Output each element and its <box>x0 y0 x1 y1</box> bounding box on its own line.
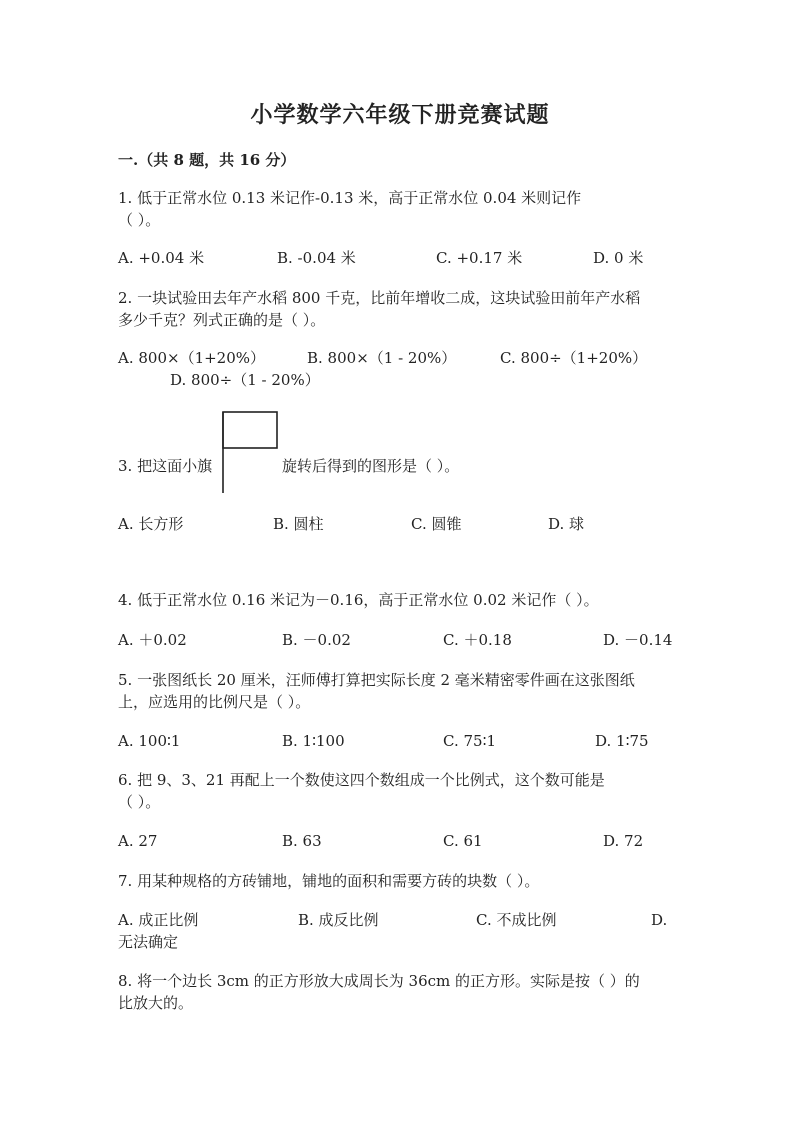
question-2-text-cont: 多少千克？列式正确的是（ ）。 <box>118 311 326 329</box>
question-1-text-cont: （ ）。 <box>118 211 161 229</box>
question-6-text-cont: （ ）。 <box>118 793 161 811</box>
question-7-option-c: C. 不成比例 <box>476 911 557 929</box>
question-2-option-d: D. 800÷（1 - 20%） <box>170 371 320 389</box>
question-2-option-c: C. 800÷（1+20%） <box>500 349 648 367</box>
question-4-option-d: D. －0.14 <box>603 631 673 649</box>
question-1-text: 1. 低于正常水位 0.13 米记作-0.13 米，高于正常水位 0.04 米则记作 <box>118 189 582 207</box>
question-8-text: 8. 将一个边长 3cm 的正方形放大成周长为 36cm 的正方形。实际是按（ ）的 <box>118 972 640 990</box>
question-5-option-a: A. 100∶1 <box>118 732 181 750</box>
question-3-option-a: A. 长方形 <box>118 515 184 533</box>
question-7-option-d: D. <box>651 911 668 929</box>
question-2-text: 2. 一块试验田去年产水稻 800 千克，比前年增收二成，这块试验田前年产水稻 <box>118 289 641 307</box>
question-3-text: 3. 把这面小旗 <box>118 457 213 475</box>
question-1-option-d: D. 0 米 <box>593 249 644 267</box>
question-5-text-cont: 上，应选用的比例尺是（ ）。 <box>118 693 311 711</box>
question-2-option-a: A. 800×（1+20%） <box>118 349 266 367</box>
question-4-option-b: B. －0.02 <box>282 631 351 649</box>
question-7-option-d-text: 无法确定 <box>118 933 179 951</box>
question-5-text: 5. 一张图纸长 20 厘米，汪师傅打算把实际长度 2 毫米精密零件画在这张图纸 <box>118 671 635 689</box>
question-3-option-b: B. 圆柱 <box>273 515 324 533</box>
question-2-option-b: B. 800×（1 - 20%） <box>307 349 457 367</box>
question-8-text-cont: 比放大的。 <box>118 994 194 1012</box>
question-6-option-d: D. 72 <box>603 832 644 850</box>
question-4-text: 4. 低于正常水位 0.16 米记为－0.16，高于正常水位 0.02 米记作（ ）。 <box>118 591 599 609</box>
question-7-text: 7. 用某种规格的方砖铺地，铺地的面积和需要方砖的块数（ ）。 <box>118 872 540 890</box>
question-6-option-a: A. 27 <box>118 832 158 850</box>
question-6-text: 6. 把 9、3、21 再配上一个数使这四个数组成一个比例式，这个数可能是 <box>118 771 605 789</box>
page-title: 小学数学六年级下册竞赛试题 <box>250 102 550 128</box>
question-7-option-b: B. 成反比例 <box>298 911 379 929</box>
flag-figure <box>218 411 282 495</box>
section-heading: 一.（共 8 题，共 16 分） <box>118 151 296 169</box>
question-1-option-c: C. +0.17 米 <box>436 249 523 267</box>
question-6-option-b: B. 63 <box>282 832 322 850</box>
question-1-option-b: B. -0.04 米 <box>277 249 356 267</box>
question-3-option-c: C. 圆锥 <box>411 515 462 533</box>
question-3-option-d: D. 球 <box>548 515 585 533</box>
question-5-option-b: B. 1∶100 <box>282 732 345 750</box>
question-7-option-a: A. 成正比例 <box>118 911 199 929</box>
question-5-option-d: D. 1∶75 <box>595 732 649 750</box>
question-3-text-cont: 旋转后得到的图形是（ ）。 <box>282 457 460 475</box>
question-4-option-a: A. ＋0.02 <box>118 631 187 649</box>
question-6-option-c: C. 61 <box>443 832 483 850</box>
question-1-option-a: A. +0.04 米 <box>118 249 205 267</box>
question-4-option-c: C. ＋0.18 <box>443 631 512 649</box>
question-5-option-c: C. 75∶1 <box>443 732 497 750</box>
